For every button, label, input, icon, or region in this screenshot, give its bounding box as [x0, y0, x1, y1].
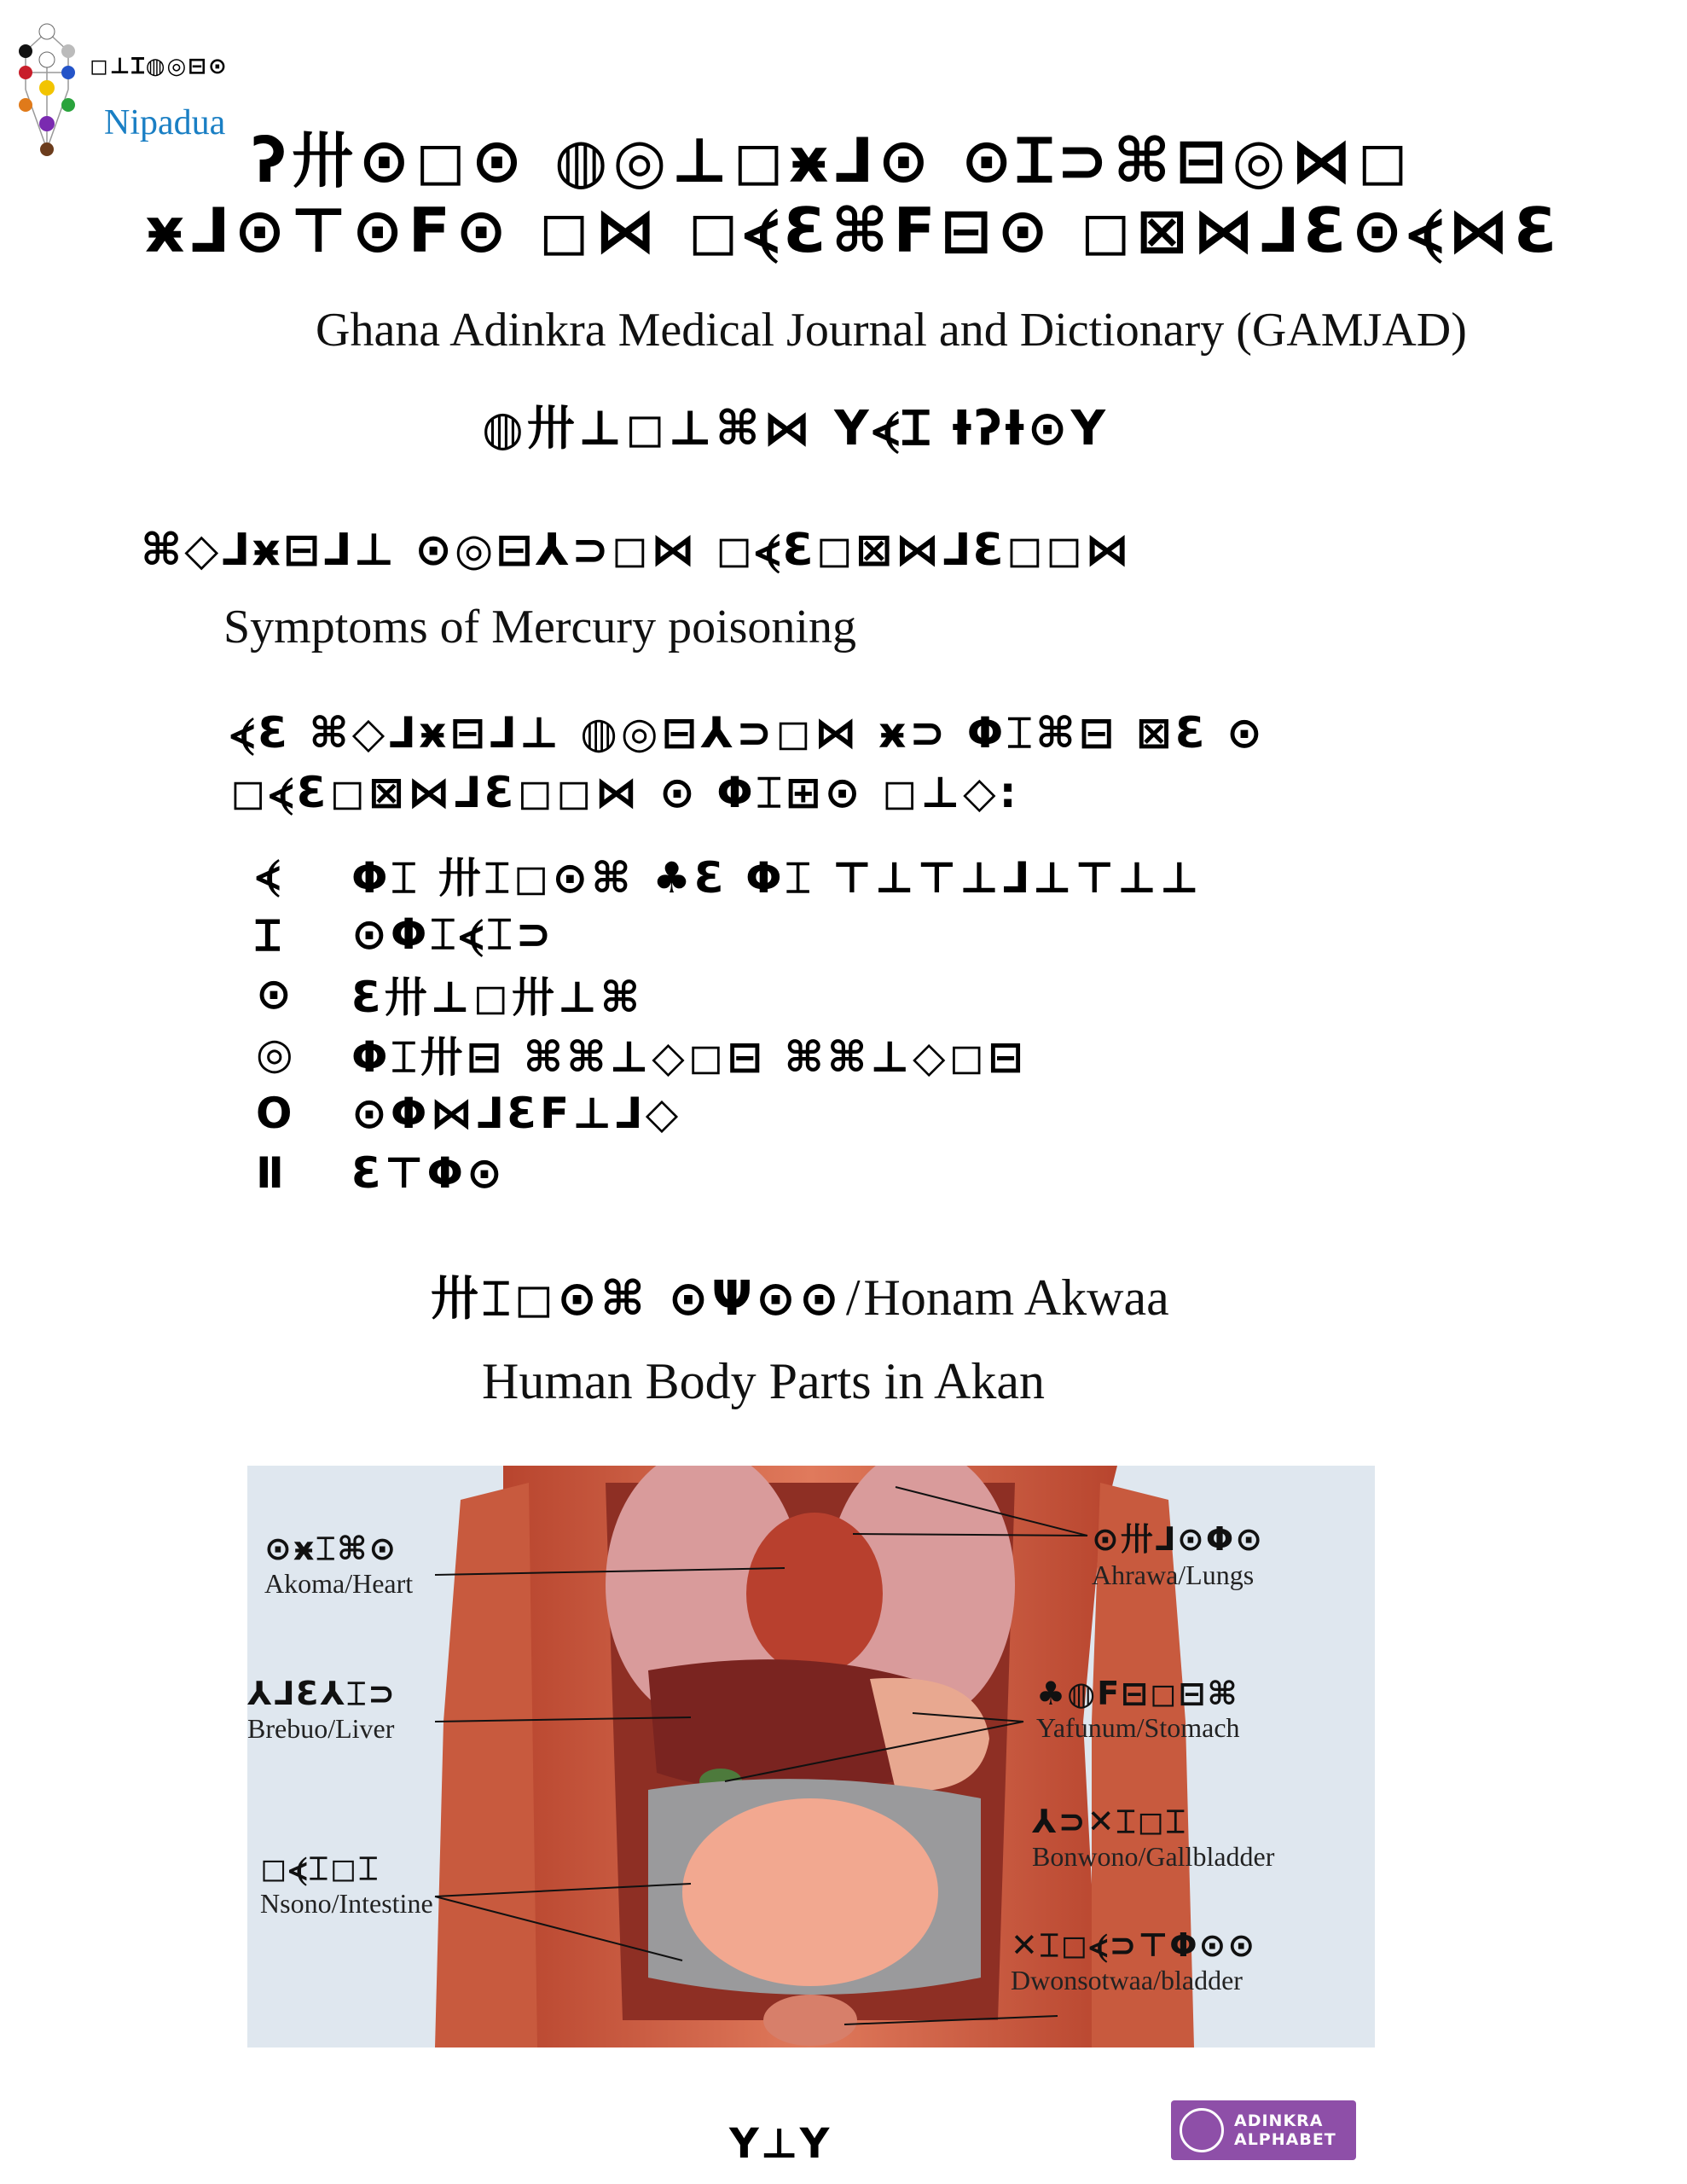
list-marker: O [256, 1089, 293, 1138]
list-item [256, 904, 1203, 964]
page-number: Y⊥Y [729, 2120, 832, 2168]
heading-separator: / [845, 1269, 861, 1326]
bladder-label: Dwonsotwaa/bladder [1011, 1965, 1243, 1995]
list-item-text: ⊙Φ⋈⅃ƐF⊥⅃◇ [351, 1089, 682, 1138]
anatomy-figure [247, 1466, 1375, 2048]
adinkra-alphabet-badge [1171, 2100, 1356, 2160]
list-marker: ◎ [256, 1029, 293, 1078]
badge-text [1234, 2111, 1336, 2149]
list-item-text: Φ⌶ 卅⌶◻⊙⌘ ♣Ɛ Φ⌶ ⊤⊥⊤⊥⅃⊥⊤⊥⊥ [351, 853, 1203, 903]
list-item-text: Ɛ⊤Φ⊙ [351, 1148, 506, 1198]
list-item-text: Φ⌶卅⊟ ⌘⌘⊥◇◻⊟ ⌘⌘⊥◇◻⊟ [351, 1032, 1027, 1082]
label-gallbladder [1032, 1803, 1274, 1873]
bladder-label-script: ✕⌶◻⦓⊃⊤Φ⊙⊙ [1011, 1926, 1257, 1964]
body-parts-heading [431, 1261, 1169, 1329]
list-marker: Ⅱ [256, 1148, 284, 1198]
liver-label-script: ⅄⅃Ɛ⅄⌶⊃ [247, 1675, 397, 1712]
logo-name: Nipadua [104, 103, 226, 142]
badge-line-1: ADINKRA [1234, 2111, 1324, 2130]
adinkra-symbol-icon [1180, 2108, 1224, 2152]
label-bladder [1011, 1926, 1256, 1996]
list-item [256, 845, 1203, 904]
label-intestine [260, 1850, 433, 1920]
label-lungs [1092, 1513, 1264, 1591]
stomach-label: Yafunum/Stomach [1036, 1712, 1240, 1743]
label-heart [264, 1530, 413, 1600]
list-item-text: Ɛ卅⊥◻卅⊥⌘ [351, 973, 644, 1022]
label-liver [247, 1675, 397, 1745]
paragraph-line-1: ⦓Ɛ ⌘◇⅃ӿ⊟⅃⊥ ◍◎⊟⅄⊃◻⋈ ӿ⊃ Φ⌶⌘⊟ ⊠Ɛ ⊙ [230, 708, 1266, 758]
lungs-label-script: ⊙卅⅃⊙Φ⊙ [1092, 1520, 1265, 1558]
gallbladder-label: Bonwono/Gallbladder [1032, 1841, 1275, 1872]
section-title-script: ⌘◇⅃ӿ⊟⅃⊥ ⊙◎⊟⅄⊃◻⋈ ◻⦓Ɛ◻⊠⋈⅃Ɛ◻◻⋈ [141, 525, 1133, 576]
logo-glyphs: ◻⊥Ɪ◍◎⊟⊙ [90, 54, 229, 79]
body-parts-caption: Human Body Parts in Akan [482, 1353, 1045, 1409]
logo-tree-icon [9, 21, 94, 166]
list-item [256, 1143, 1203, 1203]
list-marker: ⊙ [256, 969, 292, 1019]
intestine-label: Nsono/Intestine [260, 1888, 433, 1919]
symptom-list [256, 845, 1203, 1203]
list-marker: ⦓ [256, 849, 281, 899]
section-title: Symptoms of Mercury poisoning [223, 601, 856, 653]
paragraph-line-2: ◻⦓Ɛ◻⊠⋈⅃Ɛ◻◻⋈ ⊙ Φ⌶⊞⊙ ◻⊥◇: [230, 768, 1020, 817]
badge-line-2: ALPHABET [1234, 2130, 1336, 2149]
list-item [256, 1024, 1203, 1083]
lungs-label: Ahrawa/Lungs [1092, 1560, 1255, 1590]
body-parts-heading-script: 卅⌶◻⊙⌘ ⊙Ψ⊙⊙ [431, 1271, 843, 1327]
heart-label-script: ⊙ӿ⌶⌘⊙ [264, 1530, 398, 1567]
subtitle-script: ◍卅⊥◻⊥⌘⋈ Y⦓Ɪ ƗʔƗ⊙Y [482, 401, 1110, 456]
list-item-text: ⊙Φ⌶⦓⌶⊃ [351, 909, 555, 959]
stomach-label-script: ♣◍F⊟◻⊟⌘ [1036, 1675, 1239, 1712]
gallbladder-label-script: ⅄⊃✕⌶◻⌶ [1032, 1803, 1187, 1840]
title-script-line-1: ʔ卅⊙◻⊙ ◍◎⊥◻ӿ⅃⊙ ⊙Ɪ⊃⌘⊟◎⋈◻ [252, 125, 1414, 196]
list-marker: Ɪ [256, 911, 280, 961]
title-script-line-2: ӿ⅃⊙⊤⊙F⊙ ◻⋈ ◻⦓Ɛ⌘F⊟⊙ ◻⊠⋈⅃Ɛ⊙⦓⋈Ɛ [145, 195, 1562, 266]
intestine-label-script: ◻⦓⌶◻⌶ [260, 1850, 380, 1887]
list-item [256, 1083, 1203, 1143]
heart-label: Akoma/Heart [264, 1568, 414, 1599]
liver-label: Brebuo/Liver [247, 1713, 395, 1744]
label-stomach [1036, 1675, 1240, 1744]
list-item [256, 964, 1203, 1024]
body-parts-heading-latin: Honam Akwaa [863, 1269, 1169, 1326]
journal-name: Ghana Adinkra Medical Journal and Dictionary (GAMJAD) [316, 304, 1467, 357]
